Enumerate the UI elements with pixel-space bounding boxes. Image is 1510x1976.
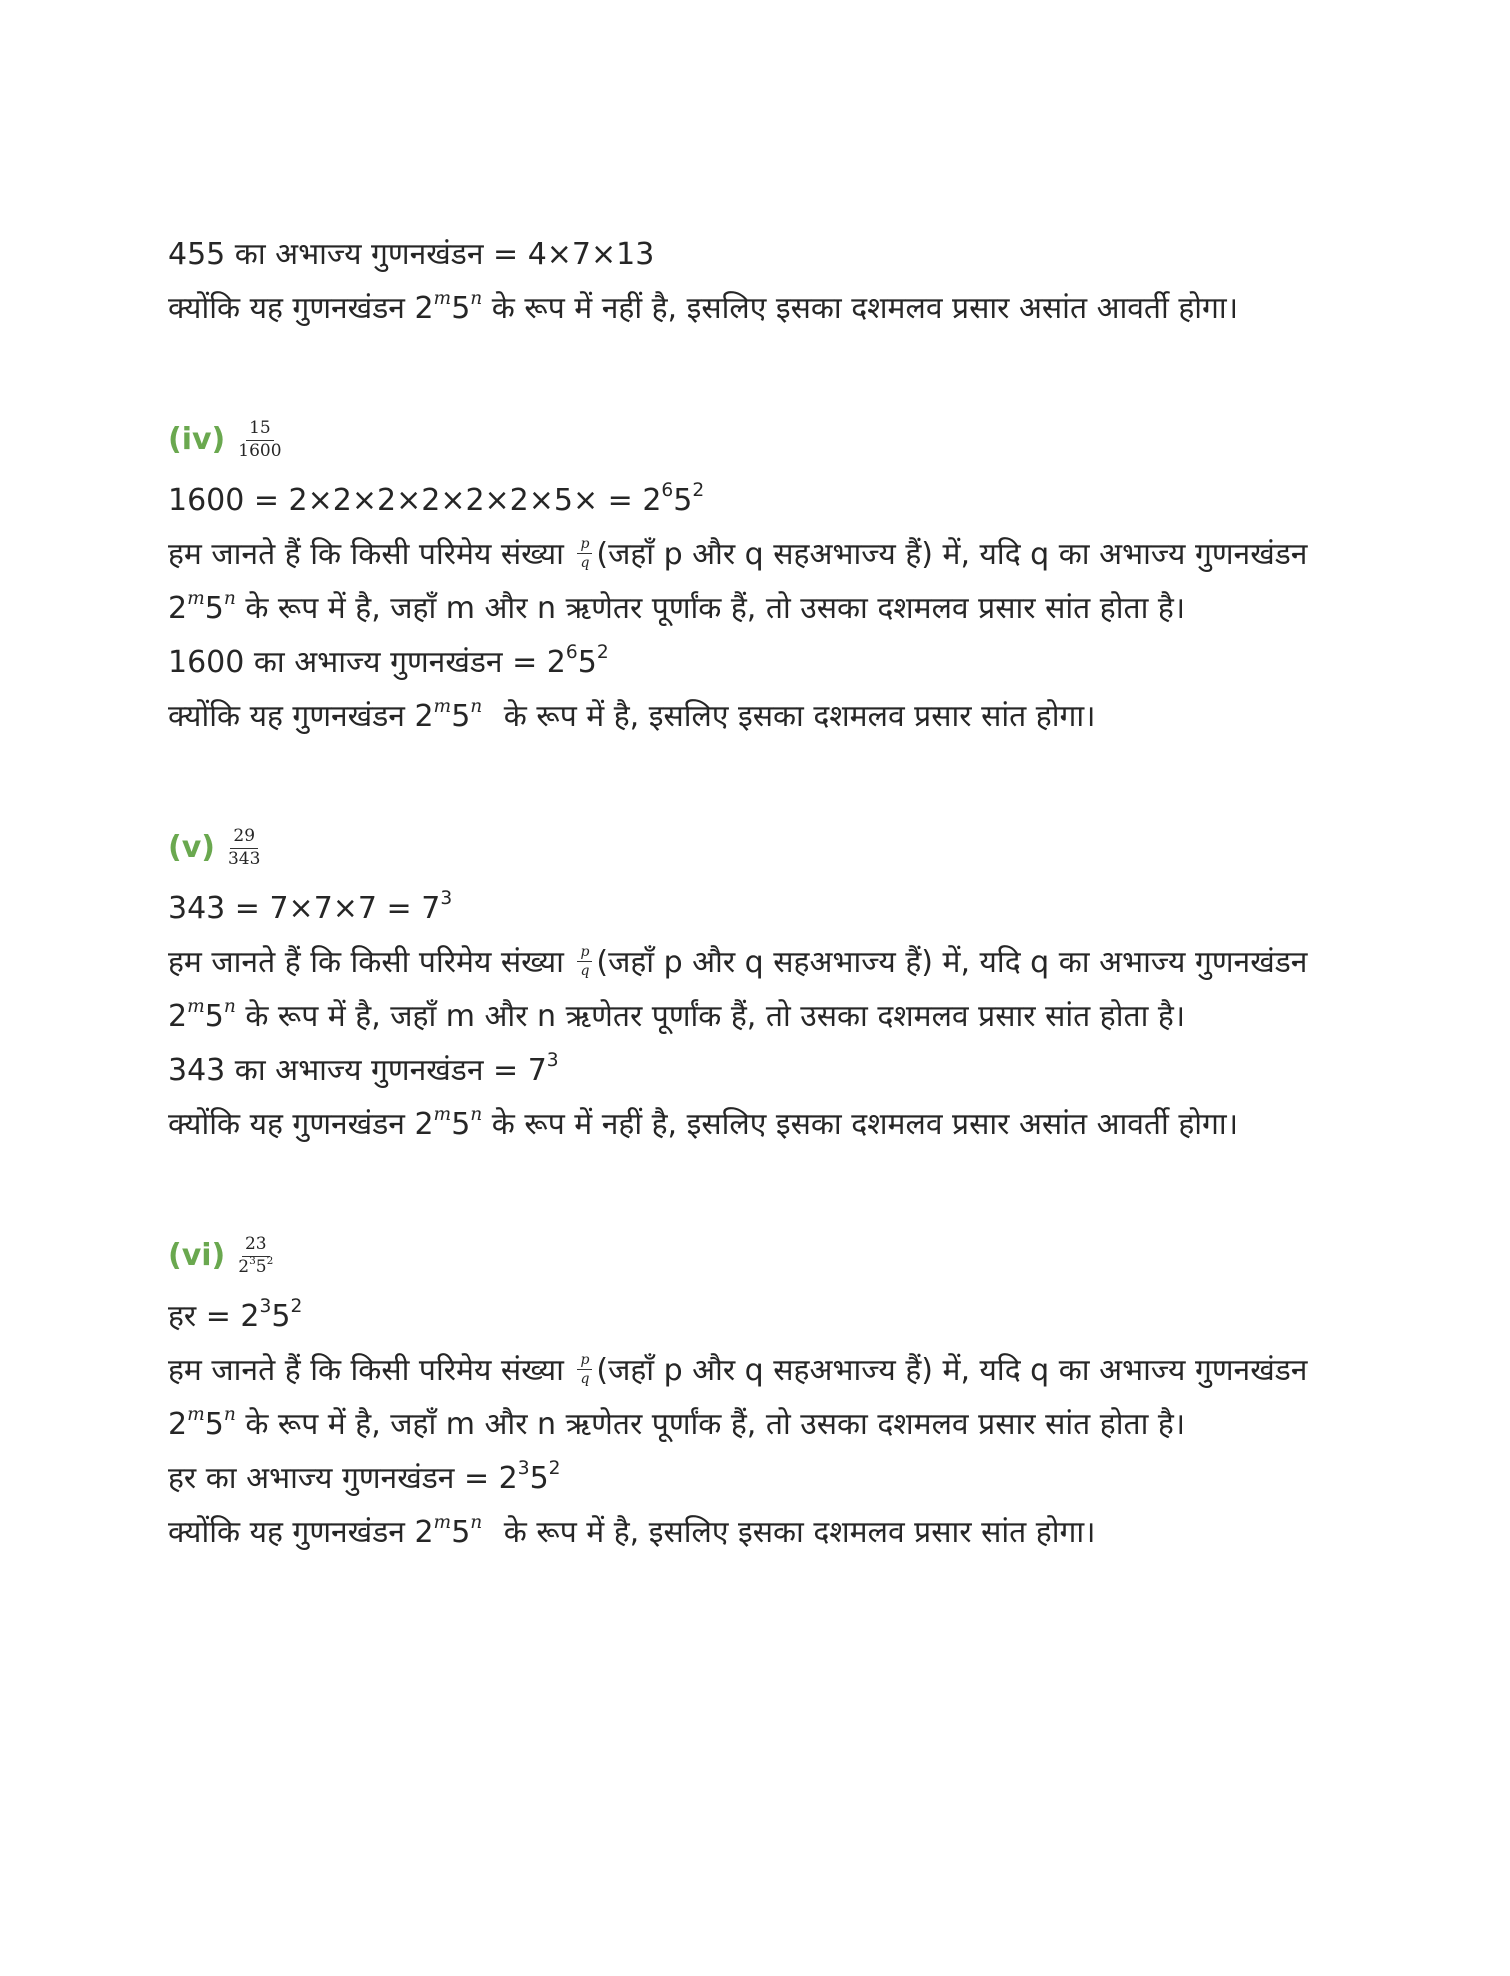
part-vi-heading: [168, 1218, 1348, 1294]
conclusion-line-vi: क्योंकि यह गुणनखंडन 2$^m$5$^n$ के रूप में है, इसलिए इसका दशमलव प्रसार सांत होगा।: [168, 1512, 1096, 1550]
conclusion-line-v: क्योंकि यह गुणनखंडन 2$^m$5$^n$ के रूप में नहीं है, इसलिए इसका दशमलव प्रसार असांत आवर्ती होगा।: [168, 1104, 1239, 1142]
factorization-line-iv: 1600 का अभाज्य गुणनखंडन = $2^65^2$: [168, 642, 609, 680]
form-expression: 2$^m$5$^n$: [414, 288, 483, 326]
form-expression: 2$^m$5$^n$: [168, 588, 236, 626]
calc-line-v: $343 = 7\times 7\times 7 = 7^3$: [168, 888, 453, 926]
form-expression: 2$^m$5$^n$: [168, 1404, 236, 1442]
solution-content: [168, 228, 1348, 1560]
conclusion-line-iii: क्योंकि यह गुणनखंडन 2$^m$5$^n$ के रूप में नहीं है, इसलिए इसका दशमलव प्रसार असांत आवर्ती होगा।: [168, 288, 1239, 326]
part-iv-heading: [168, 402, 1348, 478]
pq-fraction: $\frac{p}{q}$: [577, 1352, 592, 1387]
theorem-paragraph: हम जानते हैं कि किसी परिमेय संख्या $\frac{p}{q}$ (जहाँ p और q सहअभाज्य हैं) में, यदि q का अभाज्य गुणनखंडन 2$^m$5$^n$ के रूप में है, जहाँ m और n ऋणेतर पूर्णांक हैं, तो उसका दशमलव प्रसार सांत होता है।: [168, 943, 1308, 1034]
calc-line-iv: $1600 = 2\times 2\times 2\times 2\times 2\times 2\times 5\times = 2^65^2$: [168, 480, 705, 518]
factorization-line-vi: हर का अभाज्य गुणनखंडन = $2^35^2$: [168, 1458, 561, 1496]
form-expression: 2$^m$5$^n$: [414, 696, 483, 734]
pq-fraction: $\frac{p}{q}$: [577, 536, 592, 571]
part-v-heading: [168, 810, 1348, 886]
part-label: (vi): [168, 1238, 226, 1273]
form-expression: 2$^m$5$^n$: [414, 1104, 483, 1142]
part-label: (v): [168, 830, 215, 865]
part-label: (iv): [168, 422, 226, 457]
pq-fraction: $\frac{p}{q}$: [577, 944, 592, 979]
theorem-paragraph: हम जानते हैं कि किसी परिमेय संख्या $\frac{p}{q}$ (जहाँ p और q सहअभाज्य हैं) में, यदि q का अभाज्य गुणनखंडन 2$^m$5$^n$ के रूप में है, जहाँ m और n ऋणेतर पूर्णांक हैं, तो उसका दशमलव प्रसार सांत होता है।: [168, 535, 1308, 626]
fraction: $\frac{15}{1600}$: [238, 417, 282, 461]
factorization-line-iii: 455 का अभाज्य गुणनखंडन = 4×7×13: [168, 237, 655, 272]
fraction: $\frac{29}{343}$: [227, 825, 261, 869]
factorization-line-v: 343 का अभाज्य गुणनखंडन = $7^3$: [168, 1050, 559, 1088]
theorem-paragraph: हम जानते हैं कि किसी परिमेय संख्या $\frac{p}{q}$ (जहाँ p और q सहअभाज्य हैं) में, यदि q का अभाज्य गुणनखंडन 2$^m$5$^n$ के रूप में है, जहाँ m और n ऋणेतर पूर्णांक हैं, तो उसका दशमलव प्रसार सांत होता है।: [168, 1351, 1308, 1442]
fraction: $\frac{23}{2^35^2}$: [238, 1233, 274, 1277]
calc-line-vi: हर = $2^35^2$: [168, 1296, 303, 1334]
form-expression: 2$^m$5$^n$: [168, 996, 236, 1034]
form-expression: 2$^m$5$^n$: [414, 1512, 483, 1550]
conclusion-line-iv: क्योंकि यह गुणनखंडन 2$^m$5$^n$ के रूप में है, इसलिए इसका दशमलव प्रसार सांत होगा।: [168, 696, 1096, 734]
